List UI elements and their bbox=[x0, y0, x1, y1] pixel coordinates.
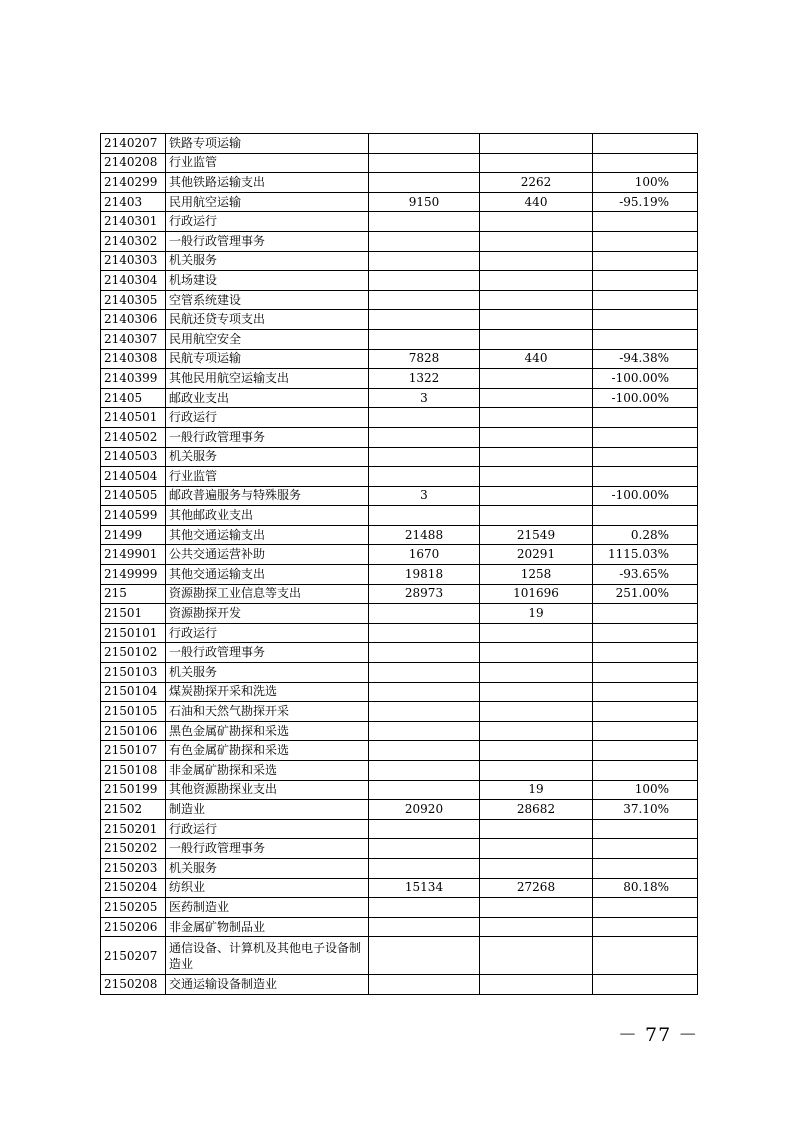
change-rate-cell bbox=[593, 271, 698, 291]
previous-amount-cell bbox=[369, 839, 480, 859]
item-name-cell: 公共交通运营补助 bbox=[166, 545, 369, 565]
current-amount-cell bbox=[480, 212, 593, 232]
change-rate-cell: -100.00% bbox=[593, 486, 698, 506]
current-amount-cell bbox=[480, 388, 593, 408]
change-rate-cell bbox=[593, 741, 698, 761]
code-cell: 2140305 bbox=[101, 290, 166, 310]
previous-amount-cell: 1322 bbox=[369, 369, 480, 389]
table-row bbox=[101, 486, 698, 506]
table-row bbox=[101, 467, 698, 487]
item-name-cell: 行政运行 bbox=[166, 819, 369, 839]
table-row bbox=[101, 800, 698, 820]
table-row bbox=[101, 545, 698, 565]
table-row bbox=[101, 741, 698, 761]
change-rate-cell bbox=[593, 251, 698, 271]
item-name-cell: 通信设备、计算机及其他电子设备制造业 bbox=[166, 937, 369, 975]
item-name-cell: 民用航空安全 bbox=[166, 329, 369, 349]
item-name-cell: 邮政普遍服务与特殊服务 bbox=[166, 486, 369, 506]
change-rate-cell: -95.19% bbox=[593, 192, 698, 212]
previous-amount-cell bbox=[369, 702, 480, 722]
code-cell: 2150203 bbox=[101, 858, 166, 878]
item-name-cell: 行政运行 bbox=[166, 623, 369, 643]
current-amount-cell bbox=[480, 447, 593, 467]
change-rate-cell: 100% bbox=[593, 173, 698, 193]
previous-amount-cell bbox=[369, 663, 480, 683]
previous-amount-cell bbox=[369, 290, 480, 310]
table-row bbox=[101, 153, 698, 173]
current-amount-cell bbox=[480, 623, 593, 643]
table-row bbox=[101, 878, 698, 898]
code-cell: 2150204 bbox=[101, 878, 166, 898]
current-amount-cell bbox=[480, 369, 593, 389]
table-row bbox=[101, 604, 698, 624]
change-rate-cell bbox=[593, 898, 698, 918]
code-cell: 2150206 bbox=[101, 917, 166, 937]
item-name-cell: 机关服务 bbox=[166, 663, 369, 683]
table-row bbox=[101, 643, 698, 663]
change-rate-cell bbox=[593, 819, 698, 839]
table-row bbox=[101, 251, 698, 271]
table-row bbox=[101, 290, 698, 310]
change-rate-cell bbox=[593, 975, 698, 995]
current-amount-cell bbox=[480, 663, 593, 683]
table-row bbox=[101, 780, 698, 800]
current-amount-cell bbox=[480, 134, 593, 154]
current-amount-cell bbox=[480, 819, 593, 839]
current-amount-cell bbox=[480, 937, 593, 975]
item-name-cell: 行业监管 bbox=[166, 467, 369, 487]
change-rate-cell: 1115.03% bbox=[593, 545, 698, 565]
change-rate-cell bbox=[593, 937, 698, 975]
current-amount-cell bbox=[480, 231, 593, 251]
code-cell: 2140207 bbox=[101, 134, 166, 154]
previous-amount-cell bbox=[369, 467, 480, 487]
current-amount-cell: 1258 bbox=[480, 565, 593, 585]
code-cell: 21499 bbox=[101, 525, 166, 545]
item-name-cell: 民用航空运输 bbox=[166, 192, 369, 212]
table-row bbox=[101, 623, 698, 643]
current-amount-cell: 19 bbox=[480, 604, 593, 624]
previous-amount-cell: 21488 bbox=[369, 525, 480, 545]
item-name-cell: 资源勘探开发 bbox=[166, 604, 369, 624]
previous-amount-cell bbox=[369, 408, 480, 428]
code-cell: 2140399 bbox=[101, 369, 166, 389]
table-row bbox=[101, 310, 698, 330]
previous-amount-cell bbox=[369, 134, 480, 154]
item-name-cell: 其他交通运输支出 bbox=[166, 525, 369, 545]
previous-amount-cell: 7828 bbox=[369, 349, 480, 369]
code-cell: 2140302 bbox=[101, 231, 166, 251]
current-amount-cell: 440 bbox=[480, 192, 593, 212]
table-row bbox=[101, 682, 698, 702]
item-name-cell: 机关服务 bbox=[166, 447, 369, 467]
table-row bbox=[101, 231, 698, 251]
item-name-cell: 一般行政管理事务 bbox=[166, 231, 369, 251]
table-row bbox=[101, 839, 698, 859]
previous-amount-cell bbox=[369, 623, 480, 643]
table-row bbox=[101, 525, 698, 545]
change-rate-cell: 37.10% bbox=[593, 800, 698, 820]
current-amount-cell bbox=[480, 917, 593, 937]
current-amount-cell bbox=[480, 741, 593, 761]
change-rate-cell bbox=[593, 427, 698, 447]
code-cell: 2140304 bbox=[101, 271, 166, 291]
change-rate-cell bbox=[593, 702, 698, 722]
change-rate-cell: 80.18% bbox=[593, 878, 698, 898]
current-amount-cell: 21549 bbox=[480, 525, 593, 545]
previous-amount-cell bbox=[369, 173, 480, 193]
code-cell: 2140504 bbox=[101, 467, 166, 487]
previous-amount-cell bbox=[369, 604, 480, 624]
change-rate-cell bbox=[593, 408, 698, 428]
item-name-cell: 石油和天然气勘探开采 bbox=[166, 702, 369, 722]
code-cell: 2150104 bbox=[101, 682, 166, 702]
previous-amount-cell bbox=[369, 761, 480, 781]
current-amount-cell bbox=[480, 761, 593, 781]
table-row bbox=[101, 212, 698, 232]
table-row bbox=[101, 134, 698, 154]
current-amount-cell bbox=[480, 486, 593, 506]
previous-amount-cell bbox=[369, 937, 480, 975]
table-row bbox=[101, 975, 698, 995]
item-name-cell: 机关服务 bbox=[166, 858, 369, 878]
previous-amount-cell bbox=[369, 212, 480, 232]
previous-amount-cell bbox=[369, 741, 480, 761]
code-cell: 2140306 bbox=[101, 310, 166, 330]
code-cell: 2140308 bbox=[101, 349, 166, 369]
code-cell: 2140505 bbox=[101, 486, 166, 506]
previous-amount-cell bbox=[369, 251, 480, 271]
change-rate-cell bbox=[593, 506, 698, 526]
item-name-cell: 民航专项运输 bbox=[166, 349, 369, 369]
item-name-cell: 邮政业支出 bbox=[166, 388, 369, 408]
change-rate-cell bbox=[593, 134, 698, 154]
change-rate-cell bbox=[593, 604, 698, 624]
item-name-cell: 一般行政管理事务 bbox=[166, 839, 369, 859]
table-row bbox=[101, 349, 698, 369]
table-row bbox=[101, 506, 698, 526]
current-amount-cell bbox=[480, 310, 593, 330]
previous-amount-cell: 1670 bbox=[369, 545, 480, 565]
previous-amount-cell bbox=[369, 310, 480, 330]
item-name-cell: 黑色金属矿勘探和采选 bbox=[166, 721, 369, 741]
item-name-cell: 其他铁路运输支出 bbox=[166, 173, 369, 193]
code-cell: 2140501 bbox=[101, 408, 166, 428]
table-row bbox=[101, 369, 698, 389]
current-amount-cell bbox=[480, 427, 593, 447]
previous-amount-cell bbox=[369, 858, 480, 878]
item-name-cell: 空管系统建设 bbox=[166, 290, 369, 310]
current-amount-cell: 440 bbox=[480, 349, 593, 369]
code-cell: 2150202 bbox=[101, 839, 166, 859]
table-row bbox=[101, 447, 698, 467]
item-name-cell: 医药制造业 bbox=[166, 898, 369, 918]
code-cell: 21501 bbox=[101, 604, 166, 624]
table-row bbox=[101, 663, 698, 683]
previous-amount-cell: 20920 bbox=[369, 800, 480, 820]
current-amount-cell bbox=[480, 898, 593, 918]
item-name-cell: 民航还贷专项支出 bbox=[166, 310, 369, 330]
table-row bbox=[101, 408, 698, 428]
current-amount-cell bbox=[480, 506, 593, 526]
previous-amount-cell bbox=[369, 917, 480, 937]
change-rate-cell: -93.65% bbox=[593, 565, 698, 585]
previous-amount-cell bbox=[369, 643, 480, 663]
table-row bbox=[101, 192, 698, 212]
code-cell: 2150108 bbox=[101, 761, 166, 781]
change-rate-cell bbox=[593, 447, 698, 467]
change-rate-cell: -94.38% bbox=[593, 349, 698, 369]
item-name-cell: 纺织业 bbox=[166, 878, 369, 898]
code-cell: 2140502 bbox=[101, 427, 166, 447]
change-rate-cell bbox=[593, 721, 698, 741]
table-row bbox=[101, 584, 698, 604]
change-rate-cell bbox=[593, 643, 698, 663]
code-cell: 21403 bbox=[101, 192, 166, 212]
current-amount-cell bbox=[480, 251, 593, 271]
change-rate-cell bbox=[593, 917, 698, 937]
code-cell: 2140208 bbox=[101, 153, 166, 173]
change-rate-cell bbox=[593, 329, 698, 349]
current-amount-cell bbox=[480, 643, 593, 663]
code-cell: 2140301 bbox=[101, 212, 166, 232]
previous-amount-cell bbox=[369, 975, 480, 995]
change-rate-cell: -100.00% bbox=[593, 369, 698, 389]
table-row bbox=[101, 858, 698, 878]
change-rate-cell: 251.00% bbox=[593, 584, 698, 604]
code-cell: 2150207 bbox=[101, 937, 166, 975]
change-rate-cell bbox=[593, 310, 698, 330]
current-amount-cell bbox=[480, 271, 593, 291]
table-row bbox=[101, 329, 698, 349]
previous-amount-cell: 3 bbox=[369, 388, 480, 408]
item-name-cell: 行业监管 bbox=[166, 153, 369, 173]
previous-amount-cell: 9150 bbox=[369, 192, 480, 212]
current-amount-cell: 19 bbox=[480, 780, 593, 800]
change-rate-cell bbox=[593, 212, 698, 232]
code-cell: 2150205 bbox=[101, 898, 166, 918]
code-cell: 2140599 bbox=[101, 506, 166, 526]
previous-amount-cell bbox=[369, 447, 480, 467]
change-rate-cell bbox=[593, 682, 698, 702]
code-cell: 2150105 bbox=[101, 702, 166, 722]
current-amount-cell: 28682 bbox=[480, 800, 593, 820]
current-amount-cell bbox=[480, 721, 593, 741]
change-rate-cell bbox=[593, 623, 698, 643]
previous-amount-cell bbox=[369, 271, 480, 291]
change-rate-cell bbox=[593, 153, 698, 173]
change-rate-cell bbox=[593, 467, 698, 487]
previous-amount-cell bbox=[369, 153, 480, 173]
previous-amount-cell bbox=[369, 231, 480, 251]
previous-amount-cell bbox=[369, 329, 480, 349]
item-name-cell: 其他资源勘探业支出 bbox=[166, 780, 369, 800]
previous-amount-cell: 15134 bbox=[369, 878, 480, 898]
item-name-cell: 机关服务 bbox=[166, 251, 369, 271]
code-cell: 2150106 bbox=[101, 721, 166, 741]
current-amount-cell bbox=[480, 702, 593, 722]
code-cell: 2149999 bbox=[101, 565, 166, 585]
item-name-cell: 制造业 bbox=[166, 800, 369, 820]
code-cell: 215 bbox=[101, 584, 166, 604]
change-rate-cell: 100% bbox=[593, 780, 698, 800]
current-amount-cell: 101696 bbox=[480, 584, 593, 604]
code-cell: 2150107 bbox=[101, 741, 166, 761]
previous-amount-cell: 19818 bbox=[369, 565, 480, 585]
current-amount-cell bbox=[480, 839, 593, 859]
item-name-cell: 一般行政管理事务 bbox=[166, 643, 369, 663]
current-amount-cell: 2262 bbox=[480, 173, 593, 193]
table-row bbox=[101, 173, 698, 193]
code-cell: 2149901 bbox=[101, 545, 166, 565]
item-name-cell: 非金属矿勘探和采选 bbox=[166, 761, 369, 781]
budget-table bbox=[100, 133, 698, 995]
table-row bbox=[101, 565, 698, 585]
current-amount-cell: 27268 bbox=[480, 878, 593, 898]
item-name-cell: 行政运行 bbox=[166, 212, 369, 232]
code-cell: 2150199 bbox=[101, 780, 166, 800]
current-amount-cell bbox=[480, 682, 593, 702]
table-row bbox=[101, 427, 698, 447]
table-row bbox=[101, 721, 698, 741]
current-amount-cell: 20291 bbox=[480, 545, 593, 565]
code-cell: 21405 bbox=[101, 388, 166, 408]
item-name-cell: 非金属矿物制品业 bbox=[166, 917, 369, 937]
item-name-cell: 交通运输设备制造业 bbox=[166, 975, 369, 995]
change-rate-cell bbox=[593, 858, 698, 878]
change-rate-cell bbox=[593, 663, 698, 683]
table-row bbox=[101, 917, 698, 937]
current-amount-cell bbox=[480, 467, 593, 487]
table-body bbox=[101, 134, 698, 995]
previous-amount-cell bbox=[369, 898, 480, 918]
code-cell: 2140307 bbox=[101, 329, 166, 349]
previous-amount-cell bbox=[369, 819, 480, 839]
previous-amount-cell: 28973 bbox=[369, 584, 480, 604]
code-cell: 2150201 bbox=[101, 819, 166, 839]
item-name-cell: 其他邮政业支出 bbox=[166, 506, 369, 526]
current-amount-cell bbox=[480, 408, 593, 428]
item-name-cell: 其他交通运输支出 bbox=[166, 565, 369, 585]
previous-amount-cell bbox=[369, 682, 480, 702]
table-row bbox=[101, 702, 698, 722]
code-cell: 2150208 bbox=[101, 975, 166, 995]
change-rate-cell: -100.00% bbox=[593, 388, 698, 408]
current-amount-cell bbox=[480, 329, 593, 349]
code-cell: 2150101 bbox=[101, 623, 166, 643]
change-rate-cell bbox=[593, 839, 698, 859]
previous-amount-cell bbox=[369, 780, 480, 800]
item-name-cell: 行政运行 bbox=[166, 408, 369, 428]
previous-amount-cell bbox=[369, 506, 480, 526]
current-amount-cell bbox=[480, 975, 593, 995]
item-name-cell: 煤炭勘探开采和洗选 bbox=[166, 682, 369, 702]
change-rate-cell bbox=[593, 761, 698, 781]
previous-amount-cell bbox=[369, 721, 480, 741]
table-row bbox=[101, 271, 698, 291]
code-cell: 2140503 bbox=[101, 447, 166, 467]
change-rate-cell bbox=[593, 290, 698, 310]
item-name-cell: 一般行政管理事务 bbox=[166, 427, 369, 447]
item-name-cell: 铁路专项运输 bbox=[166, 134, 369, 154]
item-name-cell: 资源勘探工业信息等支出 bbox=[166, 584, 369, 604]
table-row bbox=[101, 388, 698, 408]
current-amount-cell bbox=[480, 153, 593, 173]
previous-amount-cell bbox=[369, 427, 480, 447]
code-cell: 2140299 bbox=[101, 173, 166, 193]
item-name-cell: 其他民用航空运输支出 bbox=[166, 369, 369, 389]
code-cell: 21502 bbox=[101, 800, 166, 820]
previous-amount-cell: 3 bbox=[369, 486, 480, 506]
table-row bbox=[101, 819, 698, 839]
table-row bbox=[101, 761, 698, 781]
code-cell: 2140303 bbox=[101, 251, 166, 271]
code-cell: 2150102 bbox=[101, 643, 166, 663]
page-number: － 77 － bbox=[618, 1024, 699, 1046]
item-name-cell: 有色金属矿勘探和采选 bbox=[166, 741, 369, 761]
current-amount-cell bbox=[480, 290, 593, 310]
table-row bbox=[101, 898, 698, 918]
table-row bbox=[101, 937, 698, 975]
code-cell: 2150103 bbox=[101, 663, 166, 683]
change-rate-cell bbox=[593, 231, 698, 251]
change-rate-cell: 0.28% bbox=[593, 525, 698, 545]
item-name-cell: 机场建设 bbox=[166, 271, 369, 291]
current-amount-cell bbox=[480, 858, 593, 878]
